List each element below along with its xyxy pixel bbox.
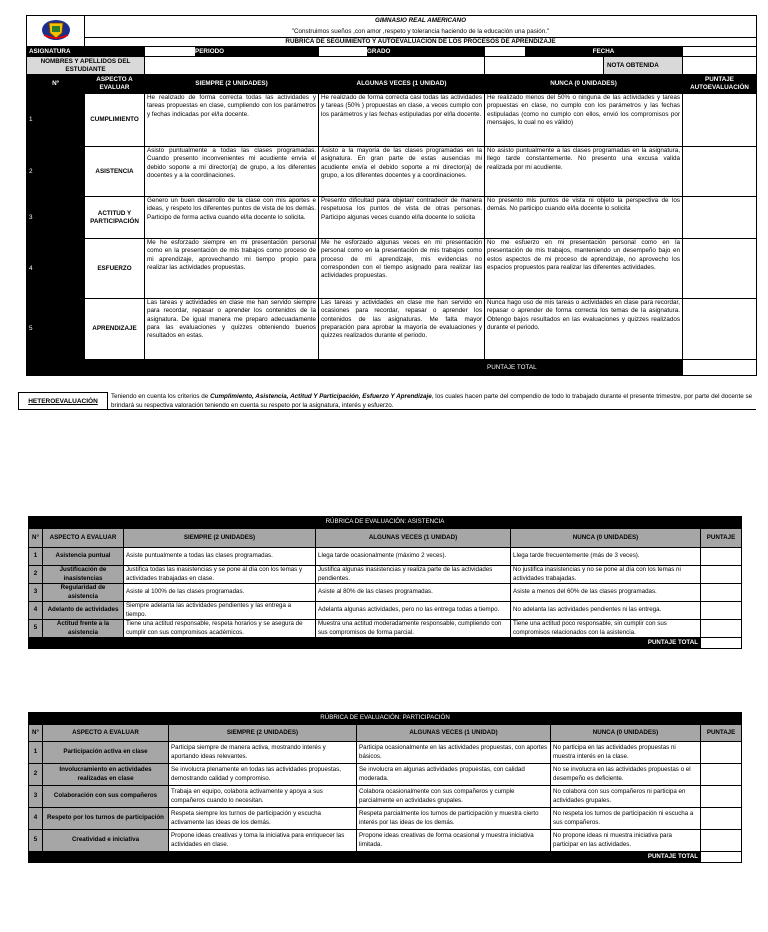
siempre-cell: Asisto puntualmente a todas las clases programadas. Cuando presento inconvenientes mi acudiente envía el debido soporte a mi director(a) de grupo, a los diferentes docentes y a la coordinaciones.: [145, 147, 319, 197]
aspect-label: ACTITUD Y PARTICIPACIÓN: [85, 197, 145, 239]
algunas-cell: Las tareas y actividades en clase me han servido en ocasiones para recordar, repasar o aprender los contenidos de las asignaturas. Me falta mayor preparación para aprobar la mayoría de evaluaciones y quizzes realizados durante el periodo.: [319, 299, 485, 360]
table-row: [29, 808, 742, 830]
total-row-spacer: [27, 360, 485, 376]
aspect-label: Asistencia puntual: [43, 548, 124, 566]
col-header-siempre: SIEMPRE (2 UNIDADES): [169, 725, 357, 742]
col-header-nunca: NUNCA (0 UNIDADES): [551, 725, 701, 742]
siempre-cell: Me he esforzado siempre en mi presentación personal como en la presentación de mis trabajos como proceso de mi aprendizaje, aprovechando mi tiempo propio para realizar las actividades propuestas.: [145, 239, 319, 299]
asistencia-rubric-table: [28, 516, 742, 649]
nunca-cell: Nunca hago uso de mis tareas o actividades en clase para recordar, repasar o aprender de forma correcta los temas de la asignatura. Obtengo bajos resultados en las evaluaciones y quizzes realizados durante el periodo.: [485, 299, 683, 360]
table-row: [27, 239, 757, 299]
nunca-cell: He realizado menos del 50% o ninguna de las actividades y tareas propuestas en clase, no cumplo con los parámetros y las fechas estipuladas (como no cumplo con ellos, envió los compromisos por mensajes, lo cual no es válido): [485, 94, 683, 147]
nota-label: NOTA OBTENIDA: [603, 57, 682, 74]
hetero-text-start: Teniendo en cuenta los criterios de: [111, 393, 211, 400]
aspect-label: ASISTENCIA: [85, 147, 145, 197]
nunca-cell: No me esfuerzo en mi presentación personal como en la presentación de mis trabajos, manteniendo un desempeño bajo en estos aspectos de mi proceso de aprendizaje, no aprovecho los espacios propuestos para realizar las diferentes actividades.: [485, 239, 683, 299]
algunas-cell: Justifica algunas inasistencias y realiza parte de las actividades pendientes.: [316, 566, 511, 584]
algunas-cell: Se involucra en algunas actividades propuestas, con calidad moderada.: [357, 764, 551, 786]
col-header-puntaje: PUNTAJE AUTOEVALUACIÓN: [683, 75, 757, 94]
col-header-siempre: SIEMPRE (2 UNIDADES): [124, 529, 316, 548]
score-field[interactable]: [701, 548, 742, 566]
siempre-cell: Se involucra plenamente en todas las actividades propuestas, demostrando calidad y compromiso.: [169, 764, 357, 786]
puntaje-total-label: PUNTAJE TOTAL: [485, 360, 683, 376]
puntaje-total-field[interactable]: [701, 638, 742, 649]
asignatura-label: ASIGNATURA: [27, 47, 145, 57]
col-header-algunas: ALGUNAS VECES (1 UNIDAD): [319, 75, 485, 94]
col-header-puntaje: PUNTAJE: [701, 529, 742, 548]
asistencia-title: RÚBRICA DE EVALUACIÓN: ASISTENCIA: [29, 517, 742, 529]
aspect-label: Justificación de inasistencias: [43, 566, 124, 584]
row-number: 5: [27, 299, 85, 360]
aspect-label: Colaboración con sus compañeros: [43, 786, 169, 808]
siempre-cell: Participa siempre de manera activa, mostrando interés y aportando ideas relevantes.: [169, 742, 357, 764]
student-name-label: NOMBRES Y APELLIDOS DEL ESTUDIANTE: [27, 57, 145, 75]
aspect-label: Adelanto de actividades: [43, 602, 124, 620]
participacion-rubric-table: [28, 712, 742, 863]
nunca-cell: Asiste a menos del 60% de las clases programadas.: [511, 584, 701, 602]
nunca-cell: No justifica inasistencias y no se pone al día con los temas ni actividades trabajadas.: [511, 566, 701, 584]
puntaje-total-label: PUNTAJE TOTAL: [29, 852, 701, 863]
aspect-label: Involucramiento en actividades realizadas en clase: [43, 764, 169, 786]
table-row: [29, 786, 742, 808]
col-header-nunca: NUNCA (0 UNIDADES): [485, 75, 683, 94]
rubric-title: RÚBRICA DE SEGUIMIENTO Y AUTOEVALUACIÓN DE LOS PROCESOS DE APRENDIZAJE: [85, 38, 757, 47]
algunas-cell: Propone ideas creativas de forma ocasional y muestra iniciativa limitada.: [357, 830, 551, 852]
siempre-cell: Trabaja en equipo, colabora activamente y apoya a sus compañeros cuando lo necesitan.: [169, 786, 357, 808]
fecha-label: FECHA: [525, 47, 682, 56]
algunas-cell: He realizado de forma correcta casi todas las actividades y tareas (50% ) propuestas en clase, a veces cumplo con los parámetros y las fechas estipuladas por el/la docente.: [319, 94, 485, 147]
algunas-cell: Asisto a la mayoría de las clases programadas en la asignatura. En gran parte de estas ausencias mi acudiente envía el debido soporte a mi director(a) de grupo, a los diferentes docentes y a coordinaciones.: [319, 147, 485, 197]
nunca-cell: No respeta los turnos de participación ni escucha a sus compañeros.: [551, 808, 701, 830]
puntaje-total-label: PUNTAJE TOTAL: [29, 638, 701, 649]
score-field[interactable]: [683, 94, 757, 147]
asignatura-periodo-cell: [145, 47, 319, 57]
algunas-cell: Llega tarde ocasionalmente (máximo 2 veces).: [316, 548, 511, 566]
col-header-algunas: ALGUNAS VECES (1 UNIDAD): [357, 725, 551, 742]
table-row: [29, 548, 742, 566]
siempre-cell: He realizado de forma correcta todas las actividades y tareas propuestas en clase, cumpliendo con los parámetros y fechas indicadas por el/la docente.: [145, 94, 319, 147]
table-row: [27, 197, 757, 239]
row-number: 4: [29, 602, 43, 620]
score-field[interactable]: [701, 808, 742, 830]
heteroevaluacion-text: [108, 392, 756, 410]
periodo-grado-cell: [319, 47, 485, 57]
table-row: [29, 764, 742, 786]
score-field[interactable]: [683, 299, 757, 360]
school-motto: "Construimos sueños ,con amor ,respeto y tolerancia haciendo de la educación una pasión.": [85, 27, 757, 38]
table-row: [29, 830, 742, 852]
col-header-n: N°: [29, 529, 43, 548]
algunas-cell: Adelanta algunas actividades, pero no las entrega todas a tiempo.: [316, 602, 511, 620]
nunca-cell: Llega tarde frecuentemente (más de 3 veces).: [511, 548, 701, 566]
col-header-puntaje: PUNTAJE: [701, 725, 742, 742]
algunas-cell: Me he esforzado algunas veces en mi presentación personal como en la presentación de mis trabajos como proceso de mi aprendizaje, mis evidencias no corresponden con el tiempo asignado para realizar las actividades propuestas.: [319, 239, 485, 299]
score-field[interactable]: [683, 197, 757, 239]
row-number: 4: [27, 239, 85, 299]
grado-label: GRADO: [367, 47, 484, 56]
aspect-label: Actitud frente a la asistencia: [43, 620, 124, 638]
puntaje-total-field[interactable]: [683, 360, 757, 376]
siempre-cell: Tiene una actitud responsable, respeta horarios y se asegura de cumplir con sus compromisos académicos.: [124, 620, 316, 638]
nunca-cell: No participa en las actividades propuestas ni muestra interés en la clase.: [551, 742, 701, 764]
score-field[interactable]: [701, 742, 742, 764]
row-number: 2: [29, 764, 43, 786]
score-field[interactable]: [701, 786, 742, 808]
nunca-cell: No asisto puntualmente a las clases programadas en la asignatura, llego tarde constantemente. No presento una excusa valida realizada por mi acudiente.: [485, 147, 683, 197]
aspect-label: Creatividad e iniciativa: [43, 830, 169, 852]
table-row: [29, 584, 742, 602]
school-name: GIMNASIO REAL AMERICANO: [85, 16, 757, 27]
table-row: [29, 566, 742, 584]
col-header-n: Nº: [27, 75, 85, 94]
algunas-cell: Respeta parcialmente los turnos de participación y muestra cierto interés por las ideas de los demás.: [357, 808, 551, 830]
siempre-cell: Respeta siempre los turnos de participación y escucha activamente las ideas de los demás.: [169, 808, 357, 830]
algunas-cell: Asiste al 80% de las clases programadas.: [316, 584, 511, 602]
siempre-cell: Justifica todas las inasistencias y se pone al día con los temas y actividades trabajadas en clase.: [124, 566, 316, 584]
heteroevaluacion-block: [18, 392, 756, 410]
school-logo: [27, 16, 85, 47]
row-number: 2: [27, 147, 85, 197]
row-number: 3: [27, 197, 85, 239]
grado-fecha-cell: [485, 47, 683, 57]
participacion-title: RÚBRICA DE EVALUACIÓN: PARTICIPACIÓN: [29, 713, 742, 725]
row-number: 3: [29, 584, 43, 602]
siempre-cell: Propone ideas creativas y toma la iniciativa para enriquecer las actividades en clase.: [169, 830, 357, 852]
nunca-cell: No propone ideas ni muestra iniciativa para participar en las actividades.: [551, 830, 701, 852]
col-header-aspecto: ASPECTO A EVALUAR: [43, 725, 169, 742]
col-header-aspecto: ASPECTO A EVALUAR: [43, 529, 124, 548]
siempre-cell: Las tareas y actividades en clase me han servido siempre para recordar, repasar o aprender los contenidos de la asignatura. De igual manera me preparo adecuadamente para las evaluaciones y quizzes obteniendo buenos resultados en estas.: [145, 299, 319, 360]
table-row: [29, 742, 742, 764]
score-field[interactable]: [683, 147, 757, 197]
siempre-cell: Asiste al 100% de las clases programadas.: [124, 584, 316, 602]
row-number: 1: [27, 94, 85, 147]
nunca-cell: Tiene una actitud poco responsable, sin cumplir con sus compromisos relacionados con la asistencia.: [511, 620, 701, 638]
row-number: 3: [29, 786, 43, 808]
row-number: 1: [29, 742, 43, 764]
school-crest-icon: [41, 19, 71, 41]
nunca-cell: No presento mis puntos de vista ni objeto la perspectiva de los demás. No participo cuando el/la docente lo solicita: [485, 197, 683, 239]
table-row: [27, 299, 757, 360]
score-field[interactable]: [701, 584, 742, 602]
aspect-label: Regularidad de asistencia: [43, 584, 124, 602]
fecha-value[interactable]: [683, 47, 757, 57]
periodo-label: PERIODO: [195, 47, 318, 56]
col-header-algunas: ALGUNAS VECES (1 UNIDAD): [316, 529, 511, 548]
siempre-cell: Genero un buen desarrollo de la clase con mis aportes e ideas, y respeto los diferentes puntos de vista de los demás. Participo de forma activa cuando el/la docente lo solicita.: [145, 197, 319, 239]
col-header-siempre: SIEMPRE (2 UNIDADES): [145, 75, 319, 94]
siempre-cell: Asiste puntualmente a todas las clases programadas.: [124, 548, 316, 566]
algunas-cell: Participa ocasionalmente en las actividades propuestas, con aportes básicos.: [357, 742, 551, 764]
score-field[interactable]: [701, 566, 742, 584]
score-field[interactable]: [701, 764, 742, 786]
table-row: [27, 147, 757, 197]
table-row: [27, 94, 757, 147]
algunas-cell: Muestra una actitud moderadamente responsable, cumpliendo con sus compromisos de forma parcial.: [316, 620, 511, 638]
puntaje-total-field[interactable]: [701, 852, 742, 863]
nunca-cell: No adelanta las actividades pendientes ni las entrega.: [511, 602, 701, 620]
score-field[interactable]: [701, 602, 742, 620]
main-rubric-table: [26, 15, 757, 376]
hetero-criteria: Cumplimiento, Asistencia, Actitud Y Participación, Esfuerzo Y Aprendizaje: [210, 393, 432, 400]
table-row: [29, 602, 742, 620]
row-number: 5: [29, 620, 43, 638]
col-header-n: N°: [29, 725, 43, 742]
col-header-aspecto: ASPECTO A EVALUAR: [85, 75, 145, 94]
aspect-label: ESFUERZO: [85, 239, 145, 299]
table-row: [29, 620, 742, 638]
aspect-label: CUMPLIMIENTO: [85, 94, 145, 147]
row-number: 4: [29, 808, 43, 830]
col-header-nunca: NUNCA (0 UNIDADES): [511, 529, 701, 548]
score-field[interactable]: [701, 620, 742, 638]
row-number: 1: [29, 548, 43, 566]
student-name-field[interactable]: [145, 57, 485, 75]
score-field[interactable]: [683, 239, 757, 299]
aspect-label: APRENDIZAJE: [85, 299, 145, 360]
siempre-cell: Siempre adelanta las actividades pendientes y las entrega a tiempo.: [124, 602, 316, 620]
score-field[interactable]: [701, 830, 742, 852]
row-number: 2: [29, 566, 43, 584]
aspect-label: Respeto por los turnos de participación: [43, 808, 169, 830]
algunas-cell: Colabora ocasionalmente con sus compañeros y cumple parcialmente en actividades grupales.: [357, 786, 551, 808]
algunas-cell: Presento dificultad para objetar/ contradecir de manera respetuosa los puntos de vista de otras personas. Participo algunas veces cuando el/la docente lo solicita: [319, 197, 485, 239]
aspect-label: Participación activa en clase: [43, 742, 169, 764]
nota-cell: [485, 57, 683, 75]
hetero-text-end: , los cuales hacen parte del compendio de todo lo trabajado durante el presente trimestre, por parte del docente se brindará su respectiva valoración teniendo en cuenta su respeto por la asignatura, interés y esfuerzo.: [111, 393, 753, 409]
nota-value[interactable]: [683, 57, 757, 75]
nunca-cell: No colabora con sus compañeros ni participa en actividades grupales.: [551, 786, 701, 808]
nunca-cell: No se involucra en las actividades propuestas o el desempeño es deficiente.: [551, 764, 701, 786]
row-number: 5: [29, 830, 43, 852]
heteroevaluacion-label: HETEROEVALUACIÓN: [18, 392, 108, 410]
